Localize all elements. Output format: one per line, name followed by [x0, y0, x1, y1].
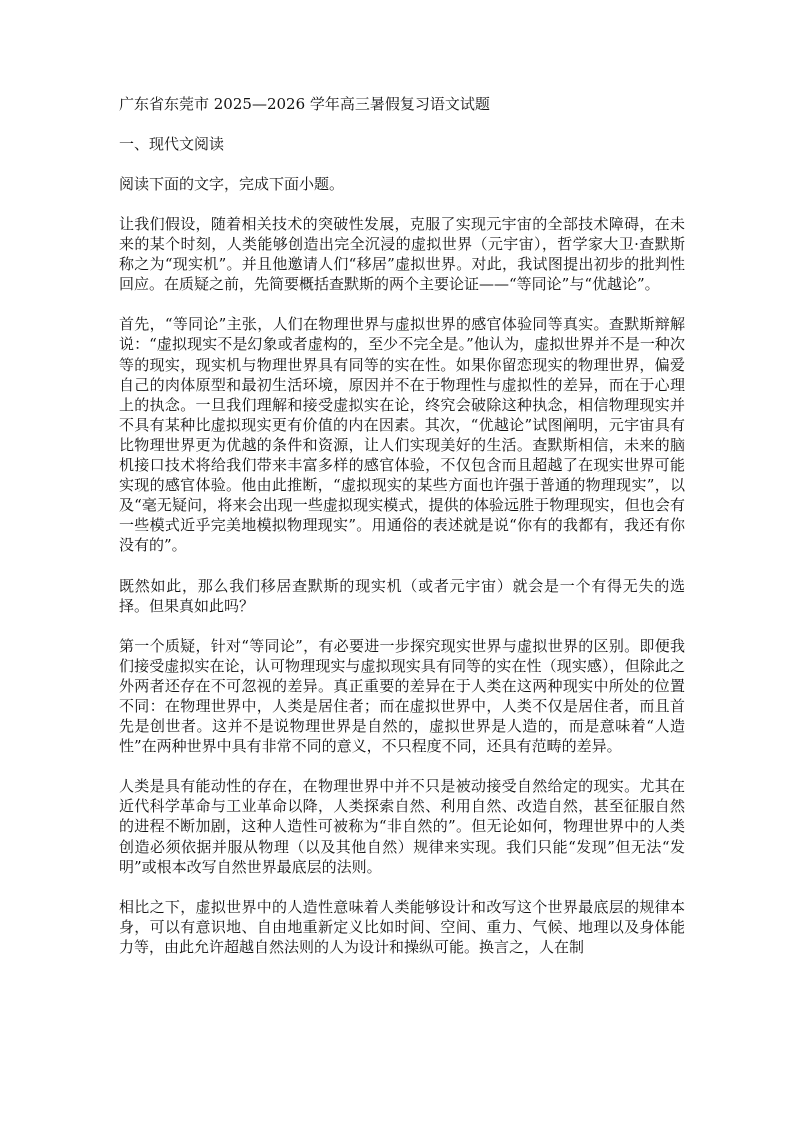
paragraph-1: 让我们假设，随着相关技术的突破性发展，克服了实现元宇宙的全部技术障碍，在未来的某个时刻，人类能够创造出完全沉浸的虚拟世界（元宇宙），哲学家大卫·查默斯称之为“现实机”。并且他邀请人们“移居”虚拟世界。对此，我试图提出初步的批判性回应。在质疑之前，先简要概括查默斯的两个主要论证——“等同论”与“优越论”。	[119, 215, 685, 294]
paragraph-2: 首先，“等同论”主张，人们在物理世界与虚拟世界的感官体验同等真实。查默斯辩解说：“虚拟现实不是幻象或者虚构的，至少不完全是。”他认为，虚拟世界并不是一种次等的现实，现实机与物理世界具有同等的实在性。如果你留恋现实的物理世界，偏爱自己的肉体原型和最初生活环境，原因并不在于物理性与虚拟性的差异，而在于心理上的执念。一旦我们理解和接受虚拟实在论，终究会破除这种执念，相信物理现实并不具有某种比虚拟现实更有价值的内在因素。其次，“优越论”试图阐明，元宇宙具有比物理世界更为优越的条件和资源，让人们实现美好的生活。查默斯相信，未来的脑机接口技术将给我们带来丰富多样的感官体验，不仅包含而且超越了在现实世界可能实现的感官体验。他由此推断，“虚拟现实的某些方面也许强于普通的物理现实”，以及“毫无疑问，将来会出现一些虚拟现实模式，提供的体验远胜于物理现实，但也会有一些模式近乎完美地模拟物理现实”。用通俗的表述就是说“你有的我都有，我还有你没有的”。	[119, 315, 685, 555]
document-page	[119, 94, 685, 957]
reading-instruction: 阅读下面的文字，完成下面小题。	[119, 175, 345, 193]
paragraph-5: 人类是具有能动性的存在，在物理世界中并不只是被动接受自然给定的现实。尤其在近代科学革命与工业革命以降，人类探索自然、利用自然、改造自然，甚至征服自然的进程不断加剧，这种人造性可被称为“非自然的”。但无论如何，物理世界中的人类创造必须依据并服从物理（以及其他自然）规律来实现。我们只能“发现”但无法“发明”或根本改写自然世界最底层的法则。	[119, 777, 685, 876]
section-heading: 一、现代文阅读	[119, 135, 225, 153]
paragraph-6: 相比之下，虚拟世界中的人造性意味着人类能够设计和改写这个世界最底层的规律本身，可以有意识地、自由地重新定义比如时间、空间、重力、气候、地理以及身体能力等，由此允许超越自然法则的人为设计和操纵可能。换言之，人在制	[119, 897, 685, 956]
document-title: 广东省东莞市 2025—2026 学年高三暑假复习语文试题	[119, 95, 490, 113]
paragraph-3: 既然如此，那么我们移居查默斯的现实机（或者元宇宙）就会是一个有得无失的选择。但果真如此吗？	[119, 576, 685, 615]
paragraph-4: 第一个质疑，针对“等同论”，有必要进一步探究现实世界与虚拟世界的区别。即便我们接受虚拟实在论，认可物理现实与虚拟现实具有同等的实在性（现实感），但除此之外两者还存在不可忽视的差异。真正重要的差异在于人类在这两种现实中所处的位置不同：在物理世界中，人类是居住者；而在虚拟世界中，人类不仅是居住者，而且首先是创世者。这并不是说物理世界是自然的，虚拟世界是人造的，而是意味着“人造性”在两种世界中具有非常不同的意义，不只程度不同，还具有范畴的差异。	[119, 636, 685, 756]
